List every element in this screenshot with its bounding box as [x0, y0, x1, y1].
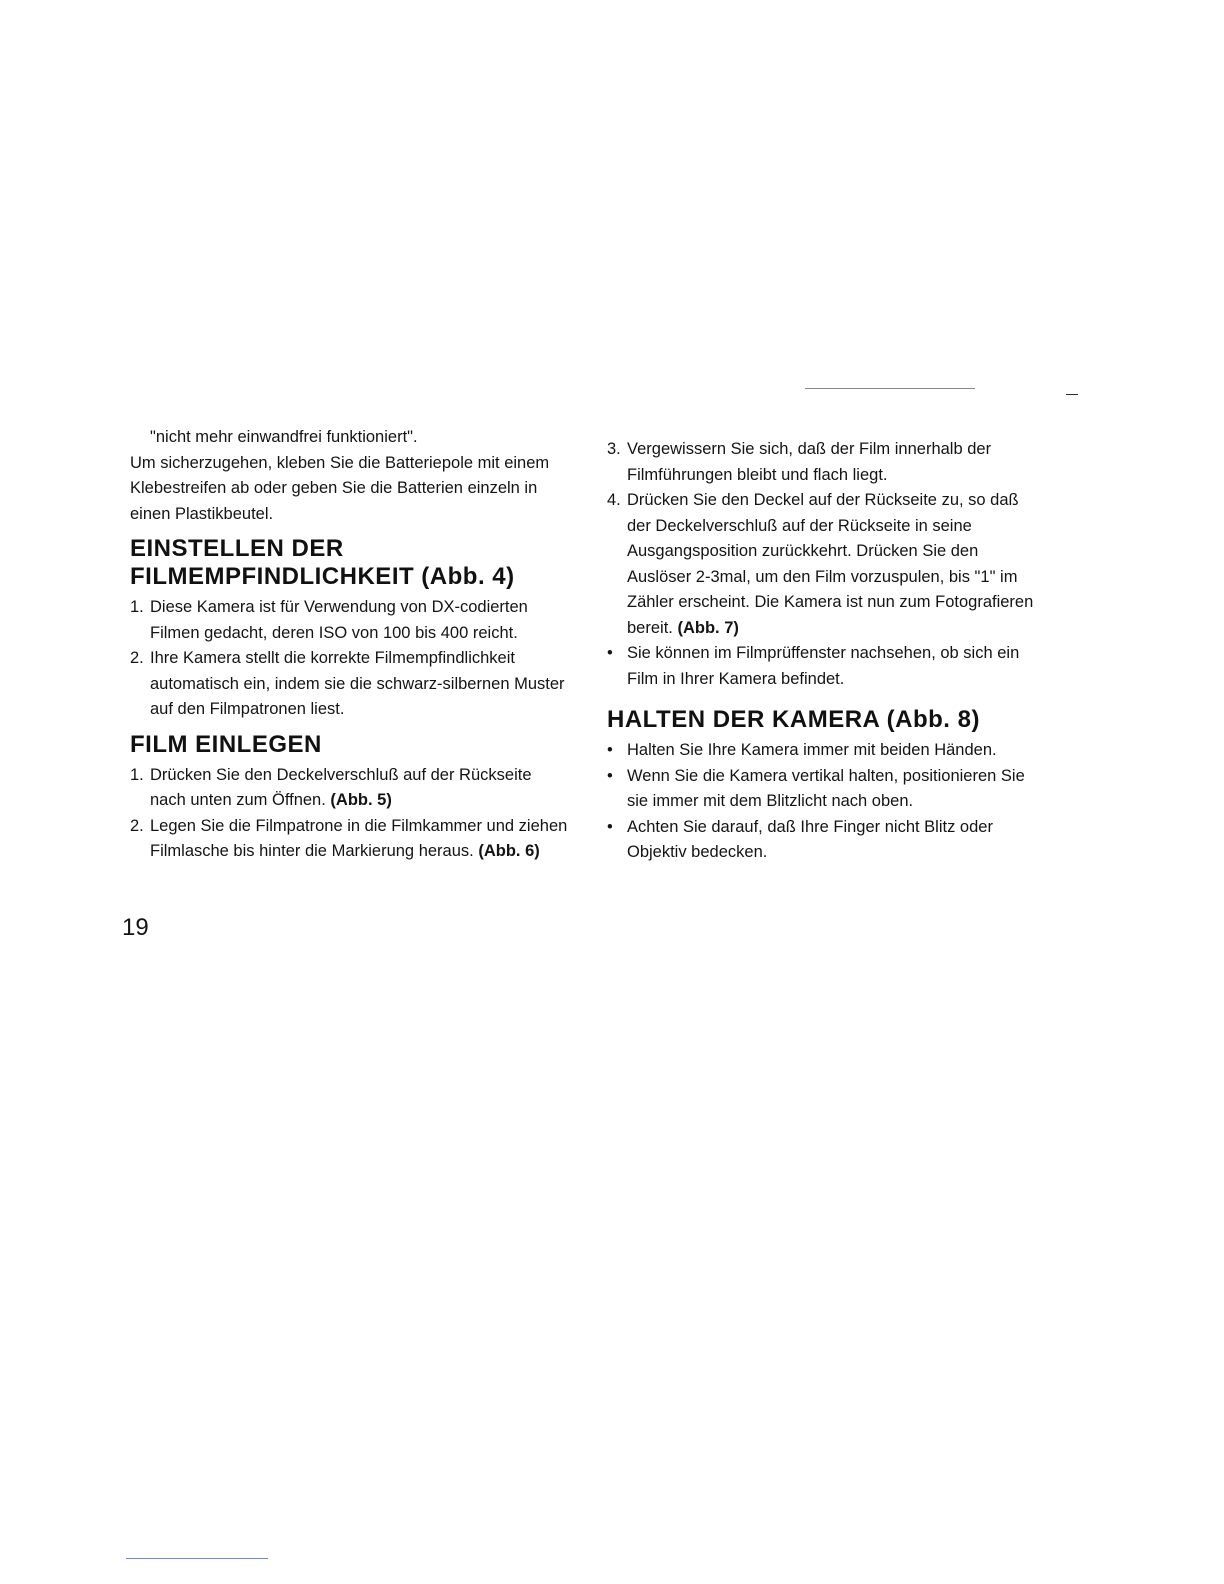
- list-marker: 2.: [130, 649, 144, 667]
- bullet-text: Achten Sie darauf, daß Ihre Finger nicht Blitz oder Objektiv bedecken.: [627, 817, 993, 861]
- section-heading-halten-der-kamera: HALTEN DER KAMERA (Abb. 8): [607, 706, 980, 733]
- bottom-rule: [126, 1558, 268, 1559]
- intro-line-1: "nicht mehr einwandfrei funktioniert".: [150, 428, 418, 446]
- film-einlegen-list-continued: [607, 437, 1042, 692]
- bullet-item: [607, 764, 1042, 815]
- list-marker: 2.: [130, 816, 144, 835]
- left-column: [130, 425, 570, 865]
- right-column: [607, 437, 1042, 866]
- top-rule: [805, 388, 975, 389]
- list-text: Drücken Sie den Deckel auf der Rückseite zu, so daß der Deckelverschluß auf der Rückseite in seine Ausgangsposition zurückkehrt. Drücken Sie den Auslöser 2-3mal, um den Film vorzuspulen, bis "1" im Zähler erscheint. Die Kamera ist nun zum Fotografieren bereit.: [627, 491, 1034, 637]
- top-rule-short: [1066, 394, 1078, 395]
- bullet-text: Wenn Sie die Kamera vertikal halten, positionieren Sie sie immer mit dem Blitzlicht nach oben.: [627, 766, 1025, 810]
- list-text: Sie können im Filmprüffenster nachsehen, ob sich ein Film in Ihrer Kamera befindet.: [627, 644, 1020, 688]
- list-item: [130, 763, 570, 814]
- list-item: [130, 595, 570, 646]
- list-item: [607, 641, 1042, 692]
- bullet-marker: •: [607, 741, 613, 759]
- heading-line-2: FILMEMPFINDLICHKEIT (Abb. 4): [130, 563, 515, 590]
- list-text: Diese Kamera ist für Verwendung von DX-codierten Filmen gedacht, deren ISO von 100 bis 400 reicht.: [150, 598, 528, 642]
- bullet-marker: •: [607, 644, 613, 662]
- list-item: [130, 646, 570, 723]
- list-item: [607, 488, 1042, 641]
- section-heading-film-einlegen: FILM EINLEGEN: [130, 730, 322, 758]
- list-marker: 1.: [130, 598, 144, 616]
- list-text: Legen Sie die Filmpatrone in die Filmkammer und ziehen Filmlasche bis hinter die Markierung heraus.: [150, 816, 568, 860]
- bullet-marker: •: [607, 817, 613, 836]
- film-einlegen-list: [130, 763, 570, 865]
- figure-reference: (Abb. 6): [478, 842, 540, 860]
- list-text: Ihre Kamera stellt die korrekte Filmempfindlichkeit automatisch ein, indem sie die schwarz-silbernen Muster auf den Filmpatronen liest.: [150, 649, 565, 718]
- section-heading-filmempfindlichkeit: [130, 535, 570, 591]
- list-marker: 3.: [607, 440, 621, 458]
- list-item: [130, 814, 570, 865]
- list-marker: 4.: [607, 491, 621, 509]
- bullet-item: [607, 815, 1042, 866]
- list-item: [607, 437, 1042, 488]
- figure-reference: (Abb. 7): [677, 618, 739, 637]
- figure-reference: (Abb. 5): [330, 791, 392, 809]
- list-marker: 1.: [130, 765, 144, 784]
- bullet-marker: •: [607, 766, 613, 785]
- heading-line-1: EINSTELLEN DER: [130, 535, 344, 562]
- halten-der-kamera-list: [607, 738, 1042, 866]
- bullet-item: [607, 738, 1042, 764]
- list-text: Vergewissern Sie sich, daß der Film innerhalb der Filmführungen bleibt und flach liegt.: [627, 440, 992, 484]
- intro-paragraph: Um sicherzugehen, kleben Sie die Batteriepole mit einem Klebestreifen ab oder geben Sie die Batterien einzeln in einen Plastikbeutel.: [130, 453, 550, 523]
- list-text: Drücken Sie den Deckelverschluß auf der Rückseite nach unten zum Öffnen.: [150, 765, 532, 809]
- filmempfindlichkeit-list: [130, 595, 570, 723]
- page-number: 19: [122, 914, 149, 941]
- bullet-text: Halten Sie Ihre Kamera immer mit beiden Händen.: [627, 741, 997, 759]
